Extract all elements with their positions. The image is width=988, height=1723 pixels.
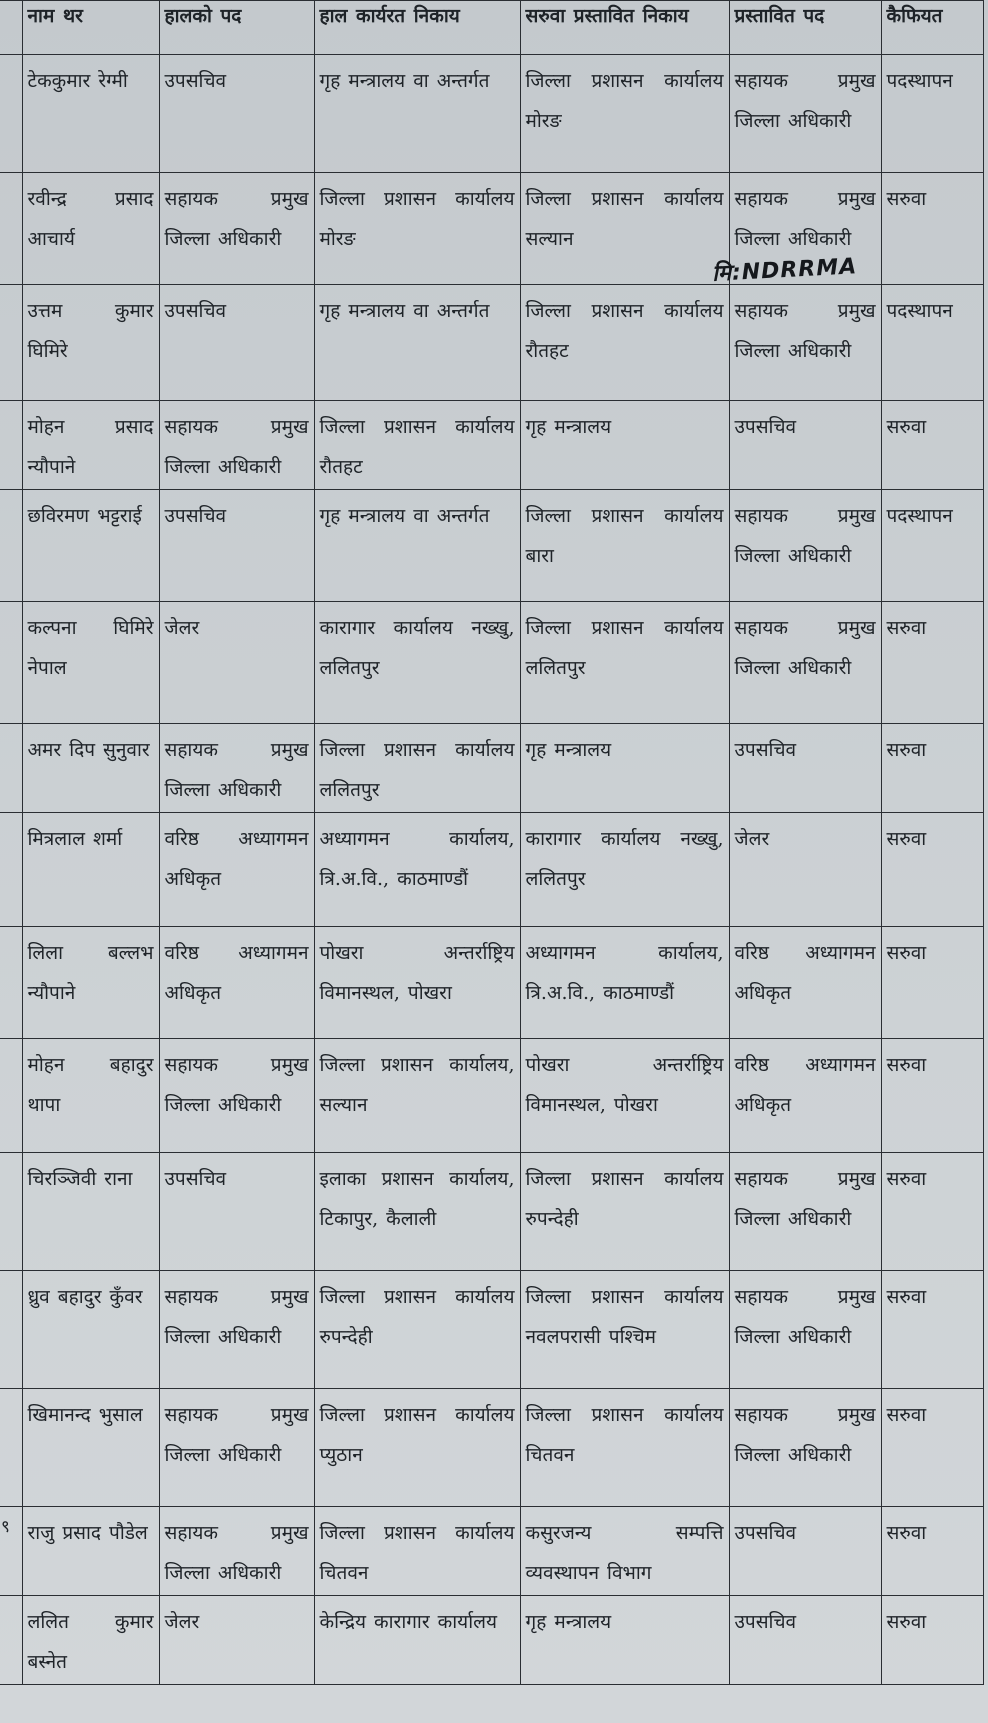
current-post-cell: उपसचिव	[159, 285, 314, 401]
remarks-cell: सरुवा	[881, 401, 983, 490]
serial-cell	[0, 724, 22, 813]
proposed-post-cell: उपसचिव	[729, 724, 881, 813]
table-row	[0, 1271, 983, 1389]
name-cell: खिमानन्द भुसाल	[22, 1389, 159, 1507]
current-office-cell: जिल्ला प्रशासन कार्यालय रौतहट	[314, 401, 520, 490]
proposed-office-cell: गृह मन्त्रालय	[520, 1596, 729, 1685]
current-office-cell: जिल्ला प्रशासन कार्यालय मोरङ	[314, 173, 520, 285]
table-row	[0, 1389, 983, 1507]
current-post-cell: सहायक प्रमुख जिल्ला अधिकारी	[159, 1039, 314, 1153]
name-cell: कल्पना घिमिरे नेपाल	[22, 602, 159, 724]
table-row	[0, 1039, 983, 1153]
proposed-office-cell: जिल्ला प्रशासन कार्यालय चितवन	[520, 1389, 729, 1507]
table-row	[0, 927, 983, 1039]
proposed-office-cell: कारागार कार्यालय नख्खु, ललितपुर	[520, 813, 729, 927]
current-office-cell: इलाका प्रशासन कार्यालय, टिकापुर, कैलाली	[314, 1153, 520, 1271]
proposed-office-cell: जिल्ला प्रशासन कार्यालय नवलपरासी पश्चिम	[520, 1271, 729, 1389]
remarks-cell: सरुवा	[881, 724, 983, 813]
proposed-office-cell: जिल्ला प्रशासन कार्यालय रौतहट	[520, 285, 729, 401]
current-post-cell: उपसचिव	[159, 490, 314, 602]
serial-cell	[0, 927, 22, 1039]
current-office-cell: जिल्ला प्रशासन कार्यालय ललितपुर	[314, 724, 520, 813]
proposed-office-cell: जिल्ला प्रशासन कार्यालय रुपन्देही	[520, 1153, 729, 1271]
current-post-cell: उपसचिव	[159, 55, 314, 173]
remarks-cell: सरुवा	[881, 1271, 983, 1389]
current-post-cell: वरिष्ठ अध्यागमन अधिकृत	[159, 927, 314, 1039]
table-row	[0, 1153, 983, 1271]
table-row	[0, 490, 983, 602]
proposed-post-cell: सहायक प्रमुख जिल्ला अधिकारी	[729, 490, 881, 602]
name-cell: ललित कुमार बस्नेत	[22, 1596, 159, 1685]
name-cell: चिरञ्जिवी राना	[22, 1153, 159, 1271]
remarks-cell: सरुवा	[881, 927, 983, 1039]
serial-cell	[0, 173, 22, 285]
remarks-cell: सरुवा	[881, 1596, 983, 1685]
proposed-post-cell: सहायक प्रमुख जिल्ला अधिकारी	[729, 55, 881, 173]
serial-cell	[0, 55, 22, 173]
current-post-cell: वरिष्ठ अध्यागमन अधिकृत	[159, 813, 314, 927]
current-post-cell: जेलर	[159, 1596, 314, 1685]
name-cell: उत्तम कुमार घिमिरे	[22, 285, 159, 401]
remarks-cell: पदस्थापन	[881, 55, 983, 173]
table-row	[0, 1507, 983, 1596]
remarks-cell: सरुवा	[881, 813, 983, 927]
current-office-cell: केन्द्रिय कारागार कार्यालय	[314, 1596, 520, 1685]
serial-cell	[0, 1153, 22, 1271]
remarks-cell: सरुवा	[881, 1153, 983, 1271]
proposed-office-cell: पोखरा अन्तर्राष्ट्रिय विमानस्थल, पोखरा	[520, 1039, 729, 1153]
header-serial	[0, 1, 22, 55]
serial-cell	[0, 813, 22, 927]
remarks-cell: पदस्थापन	[881, 490, 983, 602]
current-post-cell: सहायक प्रमुख जिल्ला अधिकारी	[159, 1271, 314, 1389]
table-row	[0, 813, 983, 927]
proposed-post-cell: सहायक प्रमुख जिल्ला अधिकारी	[729, 602, 881, 724]
name-cell: मित्रलाल शर्मा	[22, 813, 159, 927]
serial-cell	[0, 1271, 22, 1389]
current-office-cell: जिल्ला प्रशासन कार्यालय चितवन	[314, 1507, 520, 1596]
current-office-cell: जिल्ला प्रशासन कार्यालय, सल्यान	[314, 1039, 520, 1153]
proposed-post-cell: वरिष्ठ अध्यागमन अधिकृत	[729, 1039, 881, 1153]
remarks-cell: सरुवा	[881, 173, 983, 285]
current-post-cell: जेलर	[159, 602, 314, 724]
name-cell: मोहन प्रसाद न्यौपाने	[22, 401, 159, 490]
header-remarks: कैफियत	[881, 1, 983, 55]
proposed-post-cell: सहायक प्रमुख जिल्ला अधिकारी	[729, 285, 881, 401]
proposed-post-cell: वरिष्ठ अध्यागमन अधिकृत	[729, 927, 881, 1039]
header-row	[0, 1, 983, 55]
proposed-office-cell: अध्यागमन कार्यालय, त्रि.अ.वि., काठमाण्डौं	[520, 927, 729, 1039]
current-post-cell: सहायक प्रमुख जिल्ला अधिकारी	[159, 1389, 314, 1507]
proposed-office-cell: कसुरजन्य सम्पत्ति व्यवस्थापन विभाग	[520, 1507, 729, 1596]
name-cell: मोहन बहादुर थापा	[22, 1039, 159, 1153]
proposed-post-cell: सहायक प्रमुख जिल्ला अधिकारी	[729, 1153, 881, 1271]
name-cell: लिला बल्लभ न्यौपाने	[22, 927, 159, 1039]
table-row	[0, 602, 983, 724]
proposed-office-cell: जिल्ला प्रशासन कार्यालय सल्यान	[520, 173, 729, 285]
current-office-cell: गृह मन्त्रालय वा अन्तर्गत	[314, 285, 520, 401]
serial-cell: ९	[0, 1507, 22, 1596]
name-cell: रवीन्द्र प्रसाद आचार्य	[22, 173, 159, 285]
header-current-post: हालको पद	[159, 1, 314, 55]
table-row	[0, 724, 983, 813]
current-office-cell: गृह मन्त्रालय वा अन्तर्गत	[314, 55, 520, 173]
remarks-cell: सरुवा	[881, 602, 983, 724]
remarks-cell: सरुवा	[881, 1039, 983, 1153]
current-post-cell: सहायक प्रमुख जिल्ला अधिकारी	[159, 173, 314, 285]
proposed-office-cell: जिल्ला प्रशासन कार्यालय बारा	[520, 490, 729, 602]
proposed-post-cell: जेलर	[729, 813, 881, 927]
proposed-office-cell: गृह मन्त्रालय	[520, 401, 729, 490]
table-row	[0, 401, 983, 490]
serial-cell	[0, 285, 22, 401]
name-cell: छविरमण भट्टराई	[22, 490, 159, 602]
serial-cell	[0, 401, 22, 490]
table-row	[0, 55, 983, 173]
proposed-post-cell: सहायक प्रमुख जिल्ला अधिकारी	[729, 1271, 881, 1389]
current-office-cell: जिल्ला प्रशासन कार्यालय रुपन्देही	[314, 1271, 520, 1389]
header-current-office: हाल कार्यरत निकाय	[314, 1, 520, 55]
serial-cell	[0, 602, 22, 724]
serial-cell	[0, 1596, 22, 1685]
proposed-post-cell: उपसचिव	[729, 1596, 881, 1685]
header-name: नाम थर	[22, 1, 159, 55]
serial-cell	[0, 490, 22, 602]
name-cell: ध्रुव बहादुर कुँवर	[22, 1271, 159, 1389]
remarks-cell: पदस्थापन	[881, 285, 983, 401]
proposed-post-cell: उपसचिव	[729, 401, 881, 490]
proposed-post-cell: सहायक प्रमुख जिल्ला अधिकारी	[729, 173, 881, 285]
current-post-cell: सहायक प्रमुख जिल्ला अधिकारी	[159, 724, 314, 813]
serial-cell	[0, 1389, 22, 1507]
current-office-cell: गृह मन्त्रालय वा अन्तर्गत	[314, 490, 520, 602]
proposed-office-cell: गृह मन्त्रालय	[520, 724, 729, 813]
name-cell: राजु प्रसाद पौडेल	[22, 1507, 159, 1596]
name-cell: अमर दिप सुनुवार	[22, 724, 159, 813]
current-office-cell: जिल्ला प्रशासन कार्यालय प्युठान	[314, 1389, 520, 1507]
current-post-cell: सहायक प्रमुख जिल्ला अधिकारी	[159, 1507, 314, 1596]
remarks-cell: सरुवा	[881, 1389, 983, 1507]
header-proposed-post: प्रस्तावित पद	[729, 1, 881, 55]
table-row	[0, 1596, 983, 1685]
current-post-cell: उपसचिव	[159, 1153, 314, 1271]
remarks-cell: सरुवा	[881, 1507, 983, 1596]
proposed-office-cell: जिल्ला प्रशासन कार्यालय मोरङ	[520, 55, 729, 173]
current-office-cell: कारागार कार्यालय नख्खु, ललितपुर	[314, 602, 520, 724]
header-proposed-office: सरुवा प्रस्तावित निकाय	[520, 1, 729, 55]
name-cell: टेककुमार रेग्मी	[22, 55, 159, 173]
proposed-office-cell: जिल्ला प्रशासन कार्यालय ललितपुर	[520, 602, 729, 724]
handwritten-note: मि:NDRRMA	[711, 254, 858, 287]
table-row	[0, 285, 983, 401]
proposed-post-cell: सहायक प्रमुख जिल्ला अधिकारी	[729, 1389, 881, 1507]
current-post-cell: सहायक प्रमुख जिल्ला अधिकारी	[159, 401, 314, 490]
current-office-cell: पोखरा अन्तर्राष्ट्रिय विमानस्थल, पोखरा	[314, 927, 520, 1039]
current-office-cell: अध्यागमन कार्यालय, त्रि.अ.वि., काठमाण्डौं	[314, 813, 520, 927]
serial-cell	[0, 1039, 22, 1153]
proposed-post-cell: उपसचिव	[729, 1507, 881, 1596]
